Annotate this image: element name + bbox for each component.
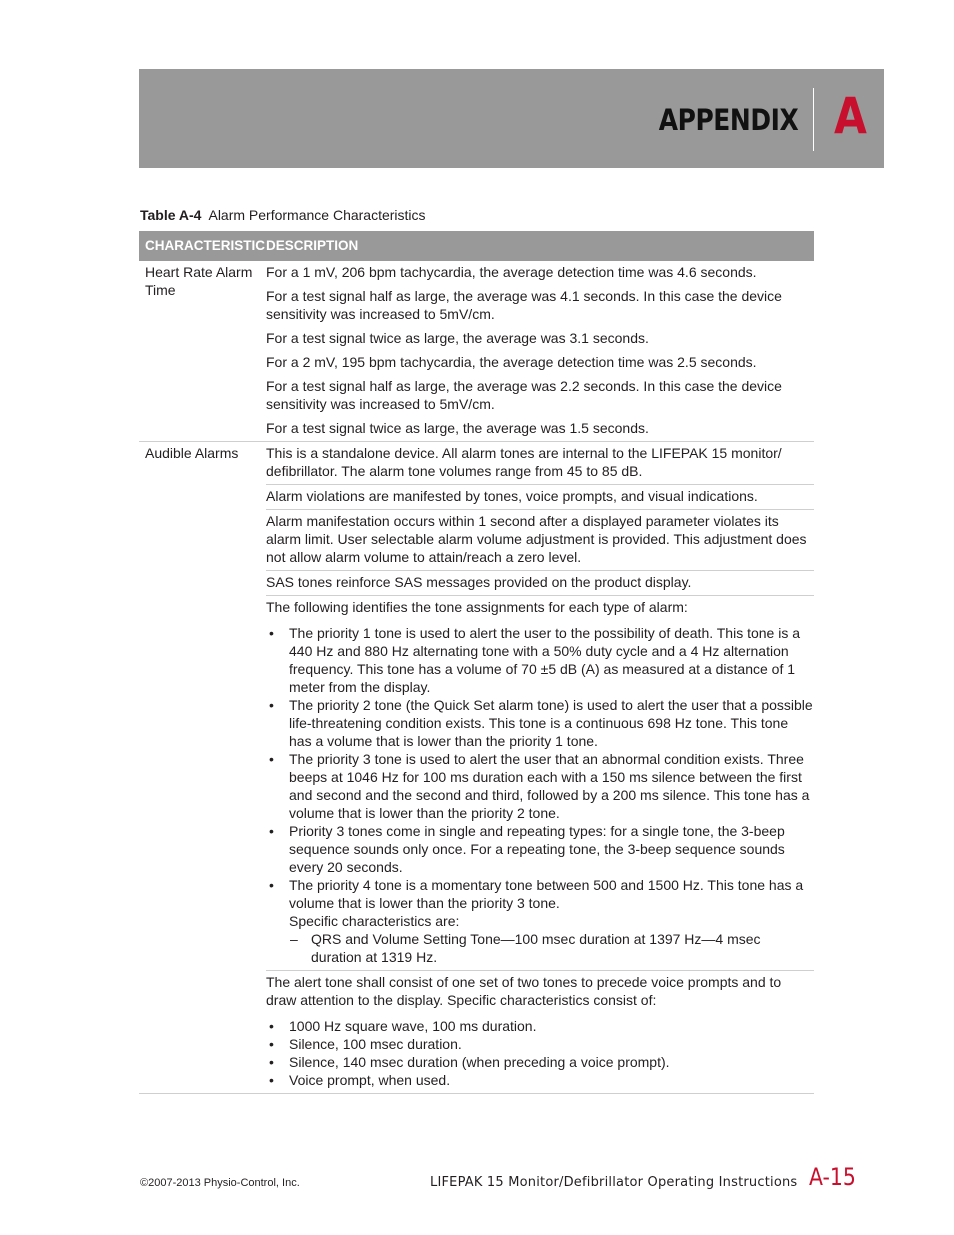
paragraph: For a test signal half as large, the average was 2.2 seconds. In this case the device sensitivity was increased to 5mV/cm. xyxy=(266,378,782,412)
paragraph: For a test signal half as large, the average was 4.1 seconds. In this case the device sensitivity was increased to 5mV/cm. xyxy=(266,288,782,322)
dash-list xyxy=(289,930,814,966)
sub-heading: Specific characteristics are: xyxy=(289,913,460,929)
description-cell xyxy=(266,509,814,570)
list-item: • Priority 3 tones come in single and repeating types: for a single tone, the 3-beep sequence sounds only once. For a repeating tone, the 3-beep sequence sounds every 20 seconds. xyxy=(266,822,814,876)
list-item: • The priority 3 tone is used to alert the user that an abnormal condition exists. Three beeps at 1046 Hz for 100 ms duration each with a 150 ms silence between the first and second and the second and third, followed by a 200 ms silence. This tone has a volume that is lower than the priority 2 tone. xyxy=(266,750,814,822)
paragraph: The alert tone shall consist of one set of two tones to precede voice prompts and to draw attention to the display. Specific characteristics consist of: xyxy=(266,974,782,1008)
appendix-letter: A xyxy=(834,87,867,145)
appendix-banner xyxy=(139,69,884,168)
description-cell xyxy=(266,261,814,441)
paragraph: SAS tones reinforce SAS messages provided on the product display. xyxy=(266,574,692,590)
description-cell xyxy=(266,442,814,484)
list-item: • The priority 2 tone (the Quick Set alarm tone) is used to alert the user that a possible life-threatening condition exists. This tone is a continuous 698 Hz tone. This tone has a volume that is lower than the priority 1 tone. xyxy=(266,696,814,750)
paragraph: This is a standalone device. All alarm tones are internal to the LIFEPAK 15 monitor/ defibrillator. The alarm tone volumes range from 45 to 85 dB. xyxy=(266,445,782,479)
paragraph: Alarm violations are manifested by tones, voice prompts, and visual indications. xyxy=(266,488,758,504)
table-caption xyxy=(140,207,426,223)
row-characteristic: Audible Alarms xyxy=(145,445,239,461)
description-cell xyxy=(266,595,814,970)
paragraph: For a 2 mV, 195 bpm tachycardia, the average detection time was 2.5 seconds. xyxy=(266,354,757,370)
description-cell xyxy=(266,970,814,1093)
list-item: • Silence, 100 msec duration. xyxy=(266,1035,814,1053)
paragraph: The following identifies the tone assignments for each type of alarm: xyxy=(266,599,688,615)
description-cell xyxy=(266,570,814,595)
list-item: • The priority 1 tone is used to alert the user to the possibility of death. This tone is a 440 Hz and 880 Hz alternating tone with a 50% duty cycle and a 4 Hz alternation frequency. This tone has a volume of 70 ±5 dB (A) as measured at a distance of 1 meter from the display. xyxy=(266,624,814,696)
bullet-list xyxy=(266,624,814,970)
row-characteristic: Heart Rate Alarm Time xyxy=(145,264,253,298)
paragraph: Alarm manifestation occurs within 1 second after a displayed parameter violates its alarm limit. User selectable alarm volume adjustment is provided. This adjustment does not allow alarm volume to attain/reach a zero level. xyxy=(266,513,807,565)
table-caption-label: Table A-4 xyxy=(140,207,202,223)
list-item: • Voice prompt, when used. xyxy=(266,1071,814,1089)
header-characteristic: CHARACTERISTIC xyxy=(145,238,265,253)
page-number: A-15 xyxy=(809,1163,856,1191)
banner-divider xyxy=(813,88,814,151)
list-item: • 1000 Hz square wave, 100 ms duration. xyxy=(266,1017,814,1035)
appendix-title: APPENDIX xyxy=(658,103,798,137)
list-item xyxy=(266,876,814,966)
description-cell xyxy=(266,484,814,509)
table-row-heart-rate xyxy=(139,261,814,442)
row-description xyxy=(266,261,814,441)
footer-copyright: ©2007-2013 Physio-Control, Inc. xyxy=(140,1177,300,1189)
list-item: • Silence, 140 msec duration (when preceding a voice prompt). xyxy=(266,1053,814,1071)
row-description xyxy=(266,442,814,1093)
table-header xyxy=(139,231,814,261)
dash-item: – QRS and Volume Setting Tone—100 msec duration at 1397 Hz—4 msec duration at 1319 Hz. xyxy=(289,930,814,966)
alarm-performance-table xyxy=(139,231,814,1094)
paragraph: For a 1 mV, 206 bpm tachycardia, the average detection time was 4.6 seconds. xyxy=(266,264,757,280)
table-caption-text: Alarm Performance Characteristics xyxy=(208,207,426,223)
header-description: DESCRIPTION xyxy=(266,238,359,253)
bullet-list xyxy=(266,1017,814,1093)
footer-manual-title: LIFEPAK 15 Monitor/Defibrillator Operating Instructions xyxy=(430,1175,798,1190)
paragraph: For a test signal twice as large, the average was 1.5 seconds. xyxy=(266,420,649,436)
list-item-text: The priority 4 tone is a momentary tone between 500 and 1500 Hz. This tone has a volume that is lower than the priority 3 tone. xyxy=(289,877,804,911)
paragraph: For a test signal twice as large, the average was 3.1 seconds. xyxy=(266,330,649,346)
table-row-audible-alarms xyxy=(139,442,814,1094)
